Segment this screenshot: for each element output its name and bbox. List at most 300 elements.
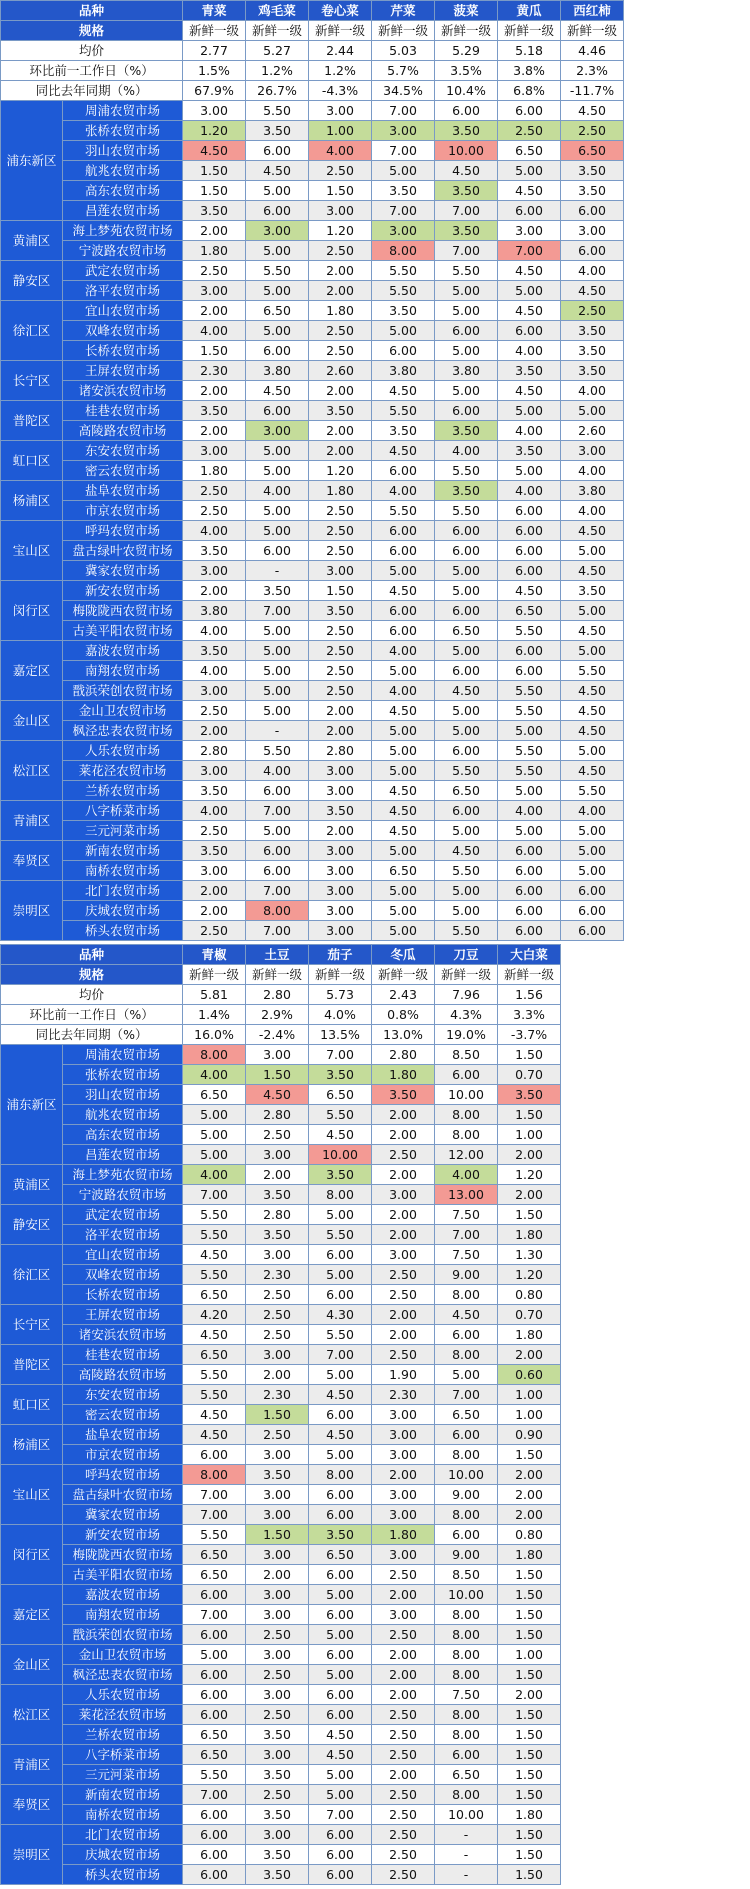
header-item: 土豆 — [246, 945, 309, 965]
header-spec: 新鲜一级 — [183, 21, 246, 41]
price-cell: 4.00 — [435, 441, 498, 461]
price-cell: 10.00 — [435, 1085, 498, 1105]
price-cell: 6.00 — [435, 601, 498, 621]
price-cell: 4.00 — [183, 521, 246, 541]
header-item: 茄子 — [309, 945, 372, 965]
price-cell: 4.00 — [372, 641, 435, 661]
price-cell: 5.00 — [309, 1785, 372, 1805]
price-cell: 4.50 — [183, 1405, 246, 1425]
market-name: 八字桥菜市场 — [63, 1745, 183, 1765]
price-cell: 5.00 — [309, 1265, 372, 1285]
district-name: 青浦区 — [1, 1745, 63, 1785]
price-cell: 4.00 — [498, 801, 561, 821]
price-cell: 6.00 — [435, 1745, 498, 1765]
market-name: 周浦农贸市场 — [63, 1045, 183, 1065]
market-name: 盘古绿叶农贸市场 — [63, 541, 183, 561]
district-name: 浦东新区 — [1, 1045, 63, 1165]
price-cell: 4.00 — [183, 1065, 246, 1085]
price-cell: 6.00 — [435, 521, 498, 541]
market-name: 航兆农贸市场 — [63, 161, 183, 181]
price-cell: 8.00 — [309, 1465, 372, 1485]
price-cell: 6.50 — [435, 781, 498, 801]
price-cell: 5.50 — [246, 741, 309, 761]
price-cell: 1.50 — [246, 1405, 309, 1425]
price-cell: 1.80 — [498, 1325, 561, 1345]
price-cell: 2.00 — [183, 721, 246, 741]
table-row — [1, 381, 624, 401]
price-cell: 4.00 — [372, 681, 435, 701]
price-cell: 1.00 — [309, 121, 372, 141]
market-name: 宜山农贸市场 — [63, 301, 183, 321]
table-row — [1, 741, 624, 761]
price-cell: 2.50 — [309, 541, 372, 561]
price-cell: 6.00 — [309, 1565, 372, 1585]
price-cell: 7.50 — [435, 1205, 498, 1225]
price-cell: 3.50 — [498, 361, 561, 381]
price-cell: 2.60 — [561, 421, 624, 441]
price-cell: 6.50 — [183, 1345, 246, 1365]
avg-price-value: 5.73 — [309, 985, 372, 1005]
price-cell: 6.00 — [183, 1625, 246, 1645]
header-spec: 新鲜一级 — [435, 21, 498, 41]
table-row — [1, 1265, 561, 1285]
price-cell: 5.00 — [561, 401, 624, 421]
price-cell: 5.00 — [246, 461, 309, 481]
price-cell: 1.50 — [183, 181, 246, 201]
price-cell: 2.30 — [183, 361, 246, 381]
price-cell: 4.50 — [561, 761, 624, 781]
avg-price-value: 5.29 — [435, 41, 498, 61]
price-cell: 3.50 — [372, 181, 435, 201]
price-cell: 4.00 — [183, 661, 246, 681]
table-row — [1, 1105, 561, 1125]
price-cell: 6.50 — [435, 1405, 498, 1425]
price-cell: 5.00 — [435, 1365, 498, 1385]
price-cell: 6.00 — [498, 101, 561, 121]
price-cell: 2.50 — [372, 1265, 435, 1285]
price-cell: 5.00 — [309, 1665, 372, 1685]
district-name: 闵行区 — [1, 581, 63, 641]
market-name: 新安农贸市场 — [63, 1525, 183, 1545]
price-cell: 5.50 — [435, 761, 498, 781]
price-cell: 9.00 — [435, 1545, 498, 1565]
table-row — [1, 181, 624, 201]
price-cell: 5.50 — [309, 1325, 372, 1345]
table-row — [1, 1565, 561, 1585]
price-cell: 2.50 — [372, 1725, 435, 1745]
price-cell: 4.00 — [561, 801, 624, 821]
price-cell: 3.50 — [246, 1185, 309, 1205]
market-name: 八字桥菜市场 — [63, 801, 183, 821]
price-cell: 5.50 — [183, 1365, 246, 1385]
price-cell: 2.00 — [309, 281, 372, 301]
price-cell: 2.00 — [309, 441, 372, 461]
price-cell: 6.00 — [498, 661, 561, 681]
price-cell: 1.50 — [498, 1565, 561, 1585]
price-cell: 3.50 — [246, 1865, 309, 1885]
price-cell: - — [435, 1825, 498, 1845]
price-cell: 6.00 — [498, 201, 561, 221]
price-cell: 6.00 — [183, 1665, 246, 1685]
price-cell: 1.20 — [498, 1265, 561, 1285]
price-cell: 6.50 — [183, 1285, 246, 1305]
price-cell: 5.00 — [246, 701, 309, 721]
table-row — [1, 501, 624, 521]
price-cell: 2.00 — [372, 1685, 435, 1705]
price-cell: 3.50 — [435, 481, 498, 501]
header-item: 鸡毛菜 — [246, 1, 309, 21]
avg-price-value: 5.03 — [372, 41, 435, 61]
header-spec: 新鲜一级 — [372, 965, 435, 985]
price-cell: 2.00 — [372, 1765, 435, 1785]
price-cell: 6.00 — [435, 401, 498, 421]
price-cell: 3.50 — [309, 601, 372, 621]
market-name: 金山卫农贸市场 — [63, 701, 183, 721]
table-row — [1, 101, 624, 121]
market-name: 新南农贸市场 — [63, 1785, 183, 1805]
market-name: 南翔农贸市场 — [63, 661, 183, 681]
header-spec: 新鲜一级 — [183, 965, 246, 985]
header-spec-label: 规格 — [1, 21, 183, 41]
change-prev-day-value: 1.2% — [246, 61, 309, 81]
price-cell: 1.90 — [372, 1365, 435, 1385]
price-cell: 7.00 — [372, 101, 435, 121]
change-prev-day-value: 0.8% — [372, 1005, 435, 1025]
price-cell: 2.00 — [372, 1125, 435, 1145]
market-name: 高陵路农贸市场 — [63, 1365, 183, 1385]
market-name: 宁波路农贸市场 — [63, 1185, 183, 1205]
price-cell: 0.60 — [498, 1365, 561, 1385]
price-cell: 1.50 — [498, 1765, 561, 1785]
avg-price-value: 2.77 — [183, 41, 246, 61]
price-cell: 3.00 — [309, 921, 372, 941]
price-cell: 6.00 — [435, 1325, 498, 1345]
table-row — [1, 581, 624, 601]
price-cell: 7.00 — [309, 1345, 372, 1365]
market-name: 北门农贸市场 — [63, 881, 183, 901]
market-name: 嘉波农贸市场 — [63, 641, 183, 661]
price-cell: 4.00 — [183, 1165, 246, 1185]
price-cell: 4.30 — [309, 1305, 372, 1325]
price-cell: 3.50 — [246, 121, 309, 141]
price-cell: 4.50 — [561, 561, 624, 581]
market-name: 王屏农贸市场 — [63, 361, 183, 381]
price-cell: 6.00 — [372, 461, 435, 481]
price-cell: 3.50 — [561, 341, 624, 361]
price-cell: 5.00 — [372, 321, 435, 341]
price-cell: 4.50 — [561, 701, 624, 721]
price-cell: 6.00 — [183, 1445, 246, 1465]
market-name: 兰桥农贸市场 — [63, 1725, 183, 1745]
price-cell: 5.00 — [435, 701, 498, 721]
table-row — [1, 1145, 561, 1165]
change-prev-day-label: 环比前一工作日（%） — [1, 1005, 183, 1025]
table-row — [1, 341, 624, 361]
district-name: 杨浦区 — [1, 481, 63, 521]
price-cell: 7.00 — [435, 1385, 498, 1405]
table-row — [1, 1065, 561, 1085]
price-cell: 2.50 — [246, 1285, 309, 1305]
price-cell: 8.00 — [435, 1505, 498, 1525]
table-row — [1, 1865, 561, 1885]
price-cell: 6.00 — [309, 1505, 372, 1525]
change-last-year-value: 10.4% — [435, 81, 498, 101]
table-row — [1, 301, 624, 321]
price-cell: 0.70 — [498, 1305, 561, 1325]
district-name: 嘉定区 — [1, 1585, 63, 1645]
avg-price-value: 2.44 — [309, 41, 372, 61]
district-name: 黄浦区 — [1, 1165, 63, 1205]
price-cell: 4.50 — [372, 701, 435, 721]
price-cell: 6.00 — [309, 1845, 372, 1865]
price-cell: 10.00 — [435, 141, 498, 161]
price-cell: 4.50 — [435, 1305, 498, 1325]
price-cell: 3.50 — [561, 181, 624, 201]
price-cell: 7.50 — [435, 1245, 498, 1265]
price-cell: 3.50 — [246, 1805, 309, 1825]
district-name: 徐汇区 — [1, 301, 63, 361]
price-cell: 1.50 — [498, 1105, 561, 1125]
price-cell: 3.00 — [372, 1245, 435, 1265]
table-row — [1, 1365, 561, 1385]
price-cell: 10.00 — [435, 1465, 498, 1485]
price-cell: 5.50 — [246, 101, 309, 121]
district-name: 黄浦区 — [1, 221, 63, 261]
price-cell: 3.50 — [246, 1465, 309, 1485]
header-spec-label: 规格 — [1, 965, 183, 985]
market-name: 诸安浜农贸市场 — [63, 381, 183, 401]
price-cell: 5.00 — [435, 301, 498, 321]
change-last-year-value: -3.7% — [498, 1025, 561, 1045]
price-cell: 10.00 — [309, 1145, 372, 1165]
price-cell: 3.00 — [372, 221, 435, 241]
price-table-1 — [0, 0, 624, 941]
price-cell: 3.00 — [372, 1505, 435, 1525]
market-name: 武定农贸市场 — [63, 261, 183, 281]
market-name: 兰桥农贸市场 — [63, 781, 183, 801]
price-cell: 2.00 — [183, 901, 246, 921]
change-prev-day-value: 3.3% — [498, 1005, 561, 1025]
table-row — [1, 1785, 561, 1805]
market-name: 王屏农贸市场 — [63, 1305, 183, 1325]
price-cell: 3.00 — [309, 761, 372, 781]
district-name: 奉贤区 — [1, 1785, 63, 1825]
market-name: 南桥农贸市场 — [63, 1805, 183, 1825]
price-cell: 3.00 — [246, 1585, 309, 1605]
price-cell: 3.80 — [435, 361, 498, 381]
price-cell: 5.50 — [309, 1225, 372, 1245]
price-cell: 5.00 — [372, 901, 435, 921]
price-cell: 2.00 — [309, 261, 372, 281]
price-cell: 5.00 — [372, 561, 435, 581]
price-cell: 1.00 — [498, 1125, 561, 1145]
price-cell: 6.00 — [435, 741, 498, 761]
price-cell: 4.00 — [246, 761, 309, 781]
avg-price-value: 5.81 — [183, 985, 246, 1005]
change-prev-day-value: 3.8% — [498, 61, 561, 81]
price-cell: 8.00 — [309, 1185, 372, 1205]
table-row — [1, 561, 624, 581]
header-item: 西红柿 — [561, 1, 624, 21]
price-cell: 1.50 — [498, 1725, 561, 1745]
price-cell: 8.00 — [183, 1045, 246, 1065]
table-row — [1, 1705, 561, 1725]
price-cell: 5.50 — [183, 1525, 246, 1545]
price-cell: 3.00 — [309, 781, 372, 801]
price-cell: 2.50 — [372, 1625, 435, 1645]
price-cell: 6.00 — [561, 901, 624, 921]
price-cell: 2.50 — [246, 1705, 309, 1725]
price-cell: 2.00 — [183, 581, 246, 601]
price-cell: 5.00 — [372, 741, 435, 761]
price-cell: 6.00 — [498, 861, 561, 881]
price-cell: 2.00 — [183, 881, 246, 901]
table-row — [1, 141, 624, 161]
price-cell: 2.50 — [372, 1145, 435, 1165]
price-cell: 10.00 — [435, 1805, 498, 1825]
market-name: 张桥农贸市场 — [63, 121, 183, 141]
price-cell: 1.50 — [498, 1605, 561, 1625]
price-cell: 3.50 — [183, 541, 246, 561]
price-cell: 3.50 — [246, 1225, 309, 1245]
price-cell: 4.50 — [183, 1325, 246, 1345]
price-cell: 4.50 — [498, 581, 561, 601]
price-cell: 5.00 — [246, 681, 309, 701]
price-cell: 3.00 — [246, 221, 309, 241]
table-row — [1, 821, 624, 841]
price-cell: 9.00 — [435, 1485, 498, 1505]
header-spec: 新鲜一级 — [309, 965, 372, 985]
price-cell: 3.00 — [246, 1145, 309, 1165]
table-row — [1, 1665, 561, 1685]
change-prev-day-value: 1.5% — [183, 61, 246, 81]
price-cell: 3.00 — [246, 1545, 309, 1565]
market-name: 长桥农贸市场 — [63, 341, 183, 361]
price-cell: 6.00 — [561, 881, 624, 901]
price-cell: 1.80 — [183, 461, 246, 481]
price-cell: 7.00 — [183, 1605, 246, 1625]
price-cell: 2.00 — [372, 1305, 435, 1325]
price-cell: 0.80 — [498, 1285, 561, 1305]
price-cell: 3.00 — [372, 1405, 435, 1425]
price-cell: 6.00 — [309, 1485, 372, 1505]
price-cell: 2.50 — [183, 501, 246, 521]
market-name: 北门农贸市场 — [63, 1825, 183, 1845]
price-cell: 3.50 — [183, 641, 246, 661]
price-cell: 5.00 — [435, 561, 498, 581]
table-row — [1, 661, 624, 681]
table-row — [1, 1305, 561, 1325]
price-cell: 7.00 — [309, 1805, 372, 1825]
table-row — [1, 281, 624, 301]
price-cell: 4.00 — [498, 481, 561, 501]
price-cell: 5.50 — [183, 1225, 246, 1245]
price-cell: 8.00 — [435, 1665, 498, 1685]
price-cell: 5.00 — [246, 321, 309, 341]
price-cell: 3.00 — [246, 1745, 309, 1765]
price-cell: - — [435, 1845, 498, 1865]
price-cell: 1.50 — [498, 1825, 561, 1845]
price-cell: 6.00 — [183, 1825, 246, 1845]
price-cell: 8.50 — [435, 1565, 498, 1585]
price-cell: 2.50 — [246, 1425, 309, 1445]
change-last-year-value: 16.0% — [183, 1025, 246, 1045]
price-cell: 4.50 — [498, 381, 561, 401]
price-cell: 4.50 — [309, 1385, 372, 1405]
price-cell: 5.00 — [309, 1445, 372, 1465]
table-row — [1, 1345, 561, 1365]
market-name: 高东农贸市场 — [63, 181, 183, 201]
header-variety-label: 品种 — [1, 945, 183, 965]
price-cell: 6.00 — [498, 521, 561, 541]
price-cell: 3.00 — [183, 861, 246, 881]
price-cell: 4.50 — [372, 381, 435, 401]
price-cell: 2.00 — [309, 721, 372, 741]
price-cell: 3.00 — [246, 1605, 309, 1625]
table-row — [1, 621, 624, 641]
price-cell: 5.00 — [246, 521, 309, 541]
price-cell: 5.00 — [372, 761, 435, 781]
price-cell: 5.00 — [372, 721, 435, 741]
price-cell: 5.00 — [246, 641, 309, 661]
price-cell: 3.00 — [183, 681, 246, 701]
change-prev-day-value: 4.3% — [435, 1005, 498, 1025]
price-cell: 2.50 — [183, 481, 246, 501]
change-prev-day-value: 4.0% — [309, 1005, 372, 1025]
price-cell: 6.00 — [309, 1825, 372, 1845]
market-name: 古美平阳农贸市场 — [63, 621, 183, 641]
price-cell: 6.00 — [183, 1865, 246, 1885]
price-cell: 5.00 — [246, 241, 309, 261]
table-row — [1, 1385, 561, 1405]
market-name: 羽山农贸市场 — [63, 141, 183, 161]
price-cell: 2.50 — [309, 621, 372, 641]
price-cell: 2.50 — [309, 321, 372, 341]
market-name: 南桥农贸市场 — [63, 861, 183, 881]
price-cell: 2.50 — [183, 921, 246, 941]
market-name: 呼玛农贸市场 — [63, 521, 183, 541]
price-cell: 5.00 — [435, 881, 498, 901]
price-cell: 6.50 — [372, 861, 435, 881]
price-cell: 7.00 — [183, 1485, 246, 1505]
market-name: 长桥农贸市场 — [63, 1285, 183, 1305]
price-cell: 3.00 — [246, 1045, 309, 1065]
market-name: 航兆农贸市场 — [63, 1105, 183, 1125]
table-row — [1, 1625, 561, 1645]
district-name: 金山区 — [1, 701, 63, 741]
price-cell: 1.80 — [372, 1065, 435, 1085]
table-row — [1, 421, 624, 441]
price-cell: 5.00 — [435, 581, 498, 601]
market-name: 桥头农贸市场 — [63, 921, 183, 941]
price-cell: 4.50 — [561, 101, 624, 121]
table-row — [1, 721, 624, 741]
price-cell: 5.00 — [183, 1105, 246, 1125]
table-row — [1, 701, 624, 721]
price-cell: 2.30 — [246, 1265, 309, 1285]
price-cell: 1.50 — [498, 1845, 561, 1865]
price-cell: 4.50 — [435, 841, 498, 861]
market-name: 周浦农贸市场 — [63, 101, 183, 121]
price-cell: 7.00 — [372, 201, 435, 221]
price-cell: 2.50 — [246, 1325, 309, 1345]
change-prev-day-value: 3.5% — [435, 61, 498, 81]
district-name: 松江区 — [1, 1685, 63, 1745]
table-row — [1, 1585, 561, 1605]
change-last-year-value: 13.0% — [372, 1025, 435, 1045]
price-cell: 5.00 — [435, 901, 498, 921]
price-cell: 2.50 — [309, 241, 372, 261]
